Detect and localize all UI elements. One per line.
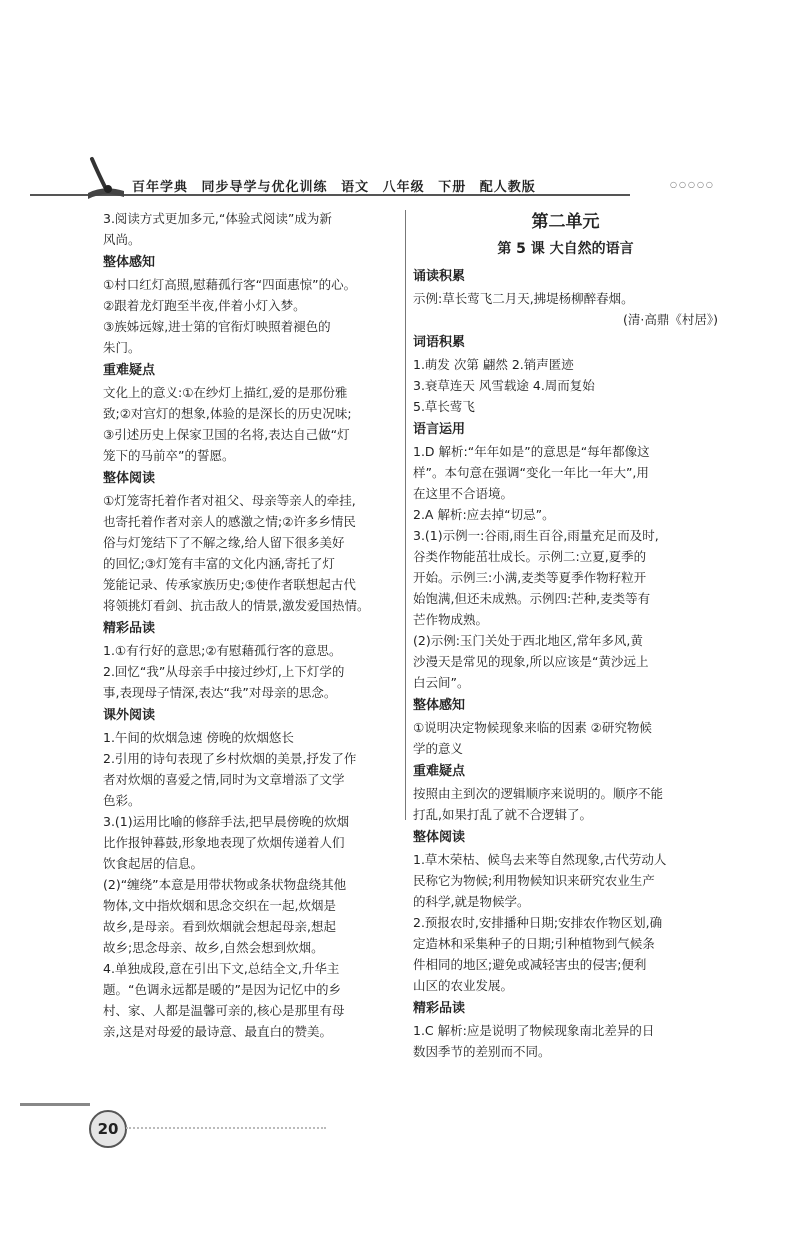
header-subject: 语文 xyxy=(341,180,370,195)
text-line: 示例:草长莺飞二月天,拂堤杨柳醉春烟。 xyxy=(413,291,634,306)
header-brand: 百年学典 xyxy=(132,180,189,195)
text-line: 按照由主到次的逻辑顺序来说明的。顺序不能 xyxy=(413,786,664,801)
text-line: 山区的农业发展。 xyxy=(413,978,514,993)
section-heading: 整体阅读 xyxy=(103,471,156,486)
text-line: 1.C 解析:应是说明了物候现象南北差异的日 xyxy=(413,1023,655,1038)
header-series: 同步导学与优化训练 xyxy=(201,180,328,195)
text-line: 色彩。 xyxy=(103,793,141,808)
text-line: 比作报钟暮鼓,形象地表现了炊烟传递着人们 xyxy=(103,835,345,850)
text-line: 饮食起居的信息。 xyxy=(103,856,204,871)
text-line: 朱门。 xyxy=(103,340,141,355)
text-line: ①灯笼寄托着作者对祖父、母亲等亲人的牵挂, xyxy=(103,493,356,508)
book-logo-icon xyxy=(84,155,130,201)
text-line: 的科学,就是物候学。 xyxy=(413,894,530,909)
text-line: 始饱满,但还未成熟。示例四:芒种,麦类等有 xyxy=(413,591,651,606)
text-line: 3.阅读方式更加多元,“体验式阅读”成为新 xyxy=(103,211,332,226)
text-line: 1.草木荣枯、候鸟去来等自然现象,古代劳动人 xyxy=(413,852,667,867)
text-line: 2.预报农时,安排播种日期;安排农作物区划,确 xyxy=(413,915,663,930)
text-line: 风尚。 xyxy=(103,232,141,247)
text-line: 1.D 解析:“年年如是”的意思是“每年都像这 xyxy=(413,444,650,459)
text-line: 4.单独成段,意在引出下文,总结全文,升华主 xyxy=(103,961,340,976)
text-line: ③族姊远嫁,进士第的官衔灯映照着褪色的 xyxy=(103,319,331,334)
text-line: ②跟着龙灯跑至半夜,伴着小灯入梦。 xyxy=(103,298,306,313)
text-line: 1.①有行好的意思;②有慰藉孤行客的意思。 xyxy=(103,643,342,658)
right-column xyxy=(413,208,718,1062)
text-line: 2.引用的诗句表现了乡村炊烟的美景,抒发了作 xyxy=(103,751,357,766)
text-line: 样”。本句意在强调“变化一年比一年大”,用 xyxy=(413,465,649,480)
text-line: 也寄托着作者对亲人的感激之情;②许多乡情民 xyxy=(103,514,356,529)
text-line: 笼能记录、传承家族历史;⑤使作者联想起古代 xyxy=(103,577,356,592)
text-line: ③引述历史上保家卫国的名将,表达自己做“灯 xyxy=(103,427,350,442)
text-line: 事,表现母子情深,表达“我”对母亲的思念。 xyxy=(103,685,337,700)
text-line: 题。“色调永远都是暖的”是因为记忆中的乡 xyxy=(103,982,341,997)
text-line: 亲,这是对母爱的最诗意、最直白的赞美。 xyxy=(103,1024,332,1039)
text-line: 5.草长莺飞 xyxy=(413,399,475,414)
text-line: 笼下的马前卒”的誓愿。 xyxy=(103,448,235,463)
section-heading: 整体感知 xyxy=(103,255,156,270)
text-line: 者对炊烟的喜爱之情,同时为文章增添了文学 xyxy=(103,772,345,787)
text-line: 学的意义 xyxy=(413,741,464,756)
text-line: ①村口红灯高照,慰藉孤行客“四面惠惊”的心。 xyxy=(103,277,357,292)
unit-title: 第二单元 xyxy=(531,212,600,232)
section-heading: 诵读积累 xyxy=(413,269,466,284)
text-line: 数因季节的差别而不同。 xyxy=(413,1044,551,1059)
footer-rule xyxy=(20,1103,90,1106)
text-line: 1.午间的炊烟急速 傍晚的炊烟悠长 xyxy=(103,730,294,745)
text-line: (清·高鼎《村居》) xyxy=(623,312,718,327)
text-line: 文化上的意义:①在纱灯上描红,爱的是那份雅 xyxy=(103,385,348,400)
text-line: 致;②对宫灯的想象,体验的是深长的历史况味; xyxy=(103,406,352,421)
header-edition: 配人教版 xyxy=(479,180,536,195)
text-line: 谷类作物能茁壮成长。示例二:立夏,夏季的 xyxy=(413,549,647,564)
section-heading: 精彩品读 xyxy=(413,1001,466,1016)
text-line: 2.A 解析:应去掉“切忌”。 xyxy=(413,507,555,522)
text-line: 民称它为物候;利用物候知识来研究农业生产 xyxy=(413,873,655,888)
text-line: 将领挑灯看剑、抗击敌人的情景,激发爱国热情。 xyxy=(103,598,370,613)
text-line: 打乱,如果打乱了就不合逻辑了。 xyxy=(413,807,592,822)
section-heading: 词语积累 xyxy=(413,335,466,350)
section-heading: 整体阅读 xyxy=(413,830,466,845)
column-divider xyxy=(405,210,406,820)
section-heading: 重难疑点 xyxy=(103,363,156,378)
text-line: 白云间”。 xyxy=(413,675,470,690)
text-line: (2)示例:玉门关处于西北地区,常年多风,黄 xyxy=(413,633,643,648)
text-line: 在这里不合语境。 xyxy=(413,486,514,501)
right-column-body xyxy=(413,266,718,1062)
text-line: 物体,文中指炊烟和思念交织在一起,炊烟是 xyxy=(103,898,336,913)
lesson-title: 第 5 课 大自然的语言 xyxy=(497,241,634,257)
text-line: 故乡,是母亲。看到炊烟就会想起母亲,想起 xyxy=(103,919,336,934)
header-grade: 八年级 xyxy=(382,180,425,195)
text-line: ①说明决定物候现象来临的因素 ②研究物候 xyxy=(413,720,652,735)
text-line: 3.(1)示例一:谷雨,雨生百谷,雨量充足而及时, xyxy=(413,528,659,543)
text-line: 沙漫天是常见的现象,所以应该是“黄沙远上 xyxy=(413,654,649,669)
header-title xyxy=(132,176,544,195)
text-line: 故乡;思念母亲、故乡,自然会想到炊烟。 xyxy=(103,940,324,955)
footer-dots xyxy=(126,1127,326,1129)
text-line: (2)“缠绕”本意是用带状物或条状物盘绕其他 xyxy=(103,877,347,892)
text-line: 2.回忆“我”从母亲手中接过纱灯,上下灯学的 xyxy=(103,664,345,679)
text-line: 3.(1)运用比喻的修辞手法,把早晨傍晚的炊烟 xyxy=(103,814,350,829)
section-heading: 重难疑点 xyxy=(413,764,466,779)
text-line: 3.衰草连天 风雪载途 4.周而复始 xyxy=(413,378,595,393)
text-line: 村、家、人都是温馨可亲的,核心是那里有母 xyxy=(103,1003,345,1018)
text-line: 定造林和采集种子的日期;引种植物到气候条 xyxy=(413,936,655,951)
left-column xyxy=(103,208,399,1042)
section-heading: 精彩品读 xyxy=(103,621,156,636)
section-heading: 课外阅读 xyxy=(103,708,156,723)
section-heading: 语言运用 xyxy=(413,422,466,437)
header-volume: 下册 xyxy=(438,180,467,195)
header-dots: ○○○○○ xyxy=(670,180,715,189)
text-line: 1.萌发 次第 翩然 2.销声匿迹 xyxy=(413,357,574,372)
text-line: 件相同的地区;避免或减轻害虫的侵害;便利 xyxy=(413,957,647,972)
text-line: 俗与灯笼结下了不解之缘,给人留下很多美好 xyxy=(103,535,345,550)
text-line: 开始。示例三:小满,麦类等夏季作物籽粒开 xyxy=(413,570,647,585)
section-heading: 整体感知 xyxy=(413,698,466,713)
text-line: 的回忆;③灯笼有丰富的文化内涵,寄托了灯 xyxy=(103,556,335,571)
text-line: 芒作物成熟。 xyxy=(413,612,489,627)
page-number: 20 xyxy=(89,1110,127,1148)
